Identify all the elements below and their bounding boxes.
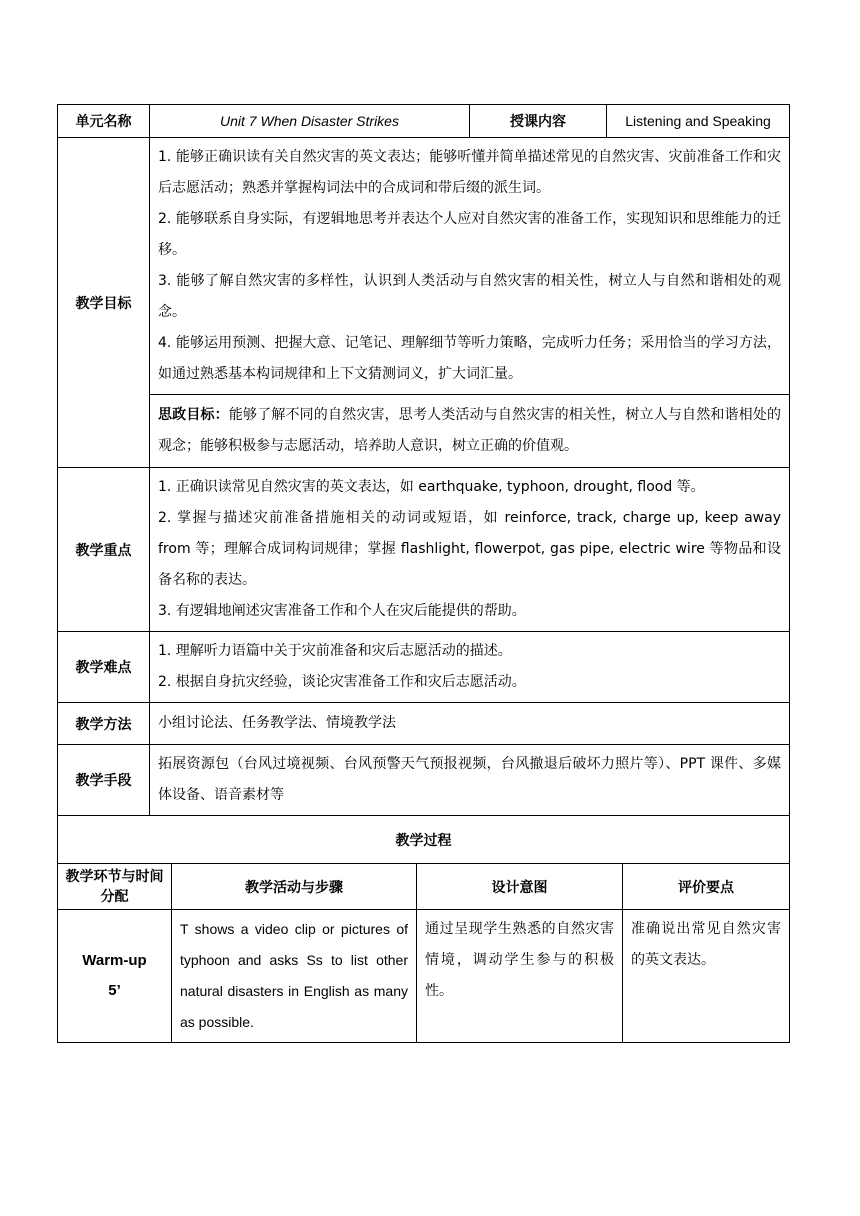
- activity-cell: T shows a video clip or pictures of typhoon and asks Ss to list other natural disasters in English as many as possible.: [172, 910, 417, 1043]
- objective-item: 2. 能够联系自身实际，有逻辑地思考并表达个人应对自然灾害的准备工作，实现知识和思维能力的迁移。: [158, 211, 781, 258]
- process-header-row: [58, 864, 790, 910]
- objectives-cell: [150, 138, 790, 395]
- column-header-intent: 设计意图: [417, 864, 623, 910]
- difficulties-label: 教学难点: [58, 632, 150, 703]
- methods-label: 教学方法: [58, 703, 150, 745]
- means-cell: 拓展资源包（台风过境视频、台风预警天气预报视频，台风撤退后破坏力照片等）、PPT 课件、多媒体设备、语音素材等: [150, 745, 790, 816]
- means-label: 教学手段: [58, 745, 150, 816]
- key-points-label: 教学重点: [58, 468, 150, 632]
- objective-item: 3. 能够了解自然灾害的多样性，认识到人类活动与自然灾害的相关性，树立人与自然和谐相处的观念。: [158, 273, 781, 320]
- column-header-evaluation: 评价要点: [623, 864, 790, 910]
- stage-cell: [58, 910, 172, 1043]
- objectives-label: 教学目标: [58, 138, 150, 468]
- key-points-row: [58, 468, 790, 632]
- difficulty-item: 2. 根据自身抗灾经验，谈论灾害准备工作和灾后志愿活动。: [158, 674, 526, 690]
- lesson-plan-page: [57, 104, 789, 1043]
- key-point-item: 2. 掌握与描述灾前准备措施相关的动词或短语，如 reinforce, track, charge up, keep away from 等；理解合成词构词规律；掌握 flashlight, flowerpot, gas pipe, electric wire 等物品和设备名称的表达。: [158, 510, 781, 588]
- evaluation-cell: 准确说出常见自然灾害的英文表达。: [623, 910, 790, 1043]
- methods-row: [58, 703, 790, 745]
- unit-value: Unit 7 When Disaster Strikes: [150, 105, 470, 138]
- objective-item: 4. 能够运用预测、把握大意、记笔记、理解细节等听力策略，完成听力任务；采用恰当的学习方法，如通过熟悉基本构词规律和上下文猜测词义，扩大词汇量。: [158, 335, 781, 382]
- intent-cell: 通过呈现学生熟悉的自然灾害情境，调动学生参与的积极性。: [417, 910, 623, 1043]
- objectives-row: [58, 138, 790, 395]
- ideology-text: 能够了解不同的自然灾害，思考人类活动与自然灾害的相关性，树立人与自然和谐相处的观念；能够积极参与志愿活动，培养助人意识，树立正确的价值观。: [158, 407, 782, 454]
- column-header-activity: 教学活动与步骤: [172, 864, 417, 910]
- methods-cell: 小组讨论法、任务教学法、情境教学法: [150, 703, 790, 745]
- ideology-title: 思政目标：: [158, 407, 229, 423]
- column-header-stage: 教学环节与时间分配: [58, 864, 172, 910]
- difficulties-row: [58, 632, 790, 703]
- lesson-info-table: [57, 104, 790, 816]
- table-row: [58, 910, 790, 1043]
- unit-label: 单元名称: [58, 105, 150, 138]
- difficulties-cell: [150, 632, 790, 703]
- process-title-row: [58, 816, 790, 864]
- objective-item: 1. 能够正确识读有关自然灾害的英文表达；能够听懂并简单描述常见的自然灾害、灾前准备工作和灾后志愿活动；熟悉并掌握构词法中的合成词和带后缀的派生词。: [158, 149, 781, 196]
- process-table: [57, 815, 790, 1043]
- key-points-cell: [150, 468, 790, 632]
- key-point-item: 3. 有逻辑地阐述灾害准备工作和个人在灾后能提供的帮助。: [158, 603, 526, 619]
- means-row: [58, 745, 790, 816]
- content-value: Listening and Speaking: [607, 105, 790, 138]
- stage-name: Warm-up: [82, 952, 147, 969]
- ideology-cell: [150, 395, 790, 468]
- process-title: 教学过程: [58, 816, 790, 864]
- content-label: 授课内容: [470, 105, 607, 138]
- key-point-item: 1. 正确识读常见自然灾害的英文表达，如 earthquake, typhoon, drought, flood 等。: [158, 479, 705, 495]
- stage-time: 5’: [108, 982, 121, 999]
- ideology-row: [58, 395, 790, 468]
- difficulty-item: 1. 理解听力语篇中关于灾前准备和灾后志愿活动的描述。: [158, 643, 512, 659]
- unit-row: [58, 105, 790, 138]
